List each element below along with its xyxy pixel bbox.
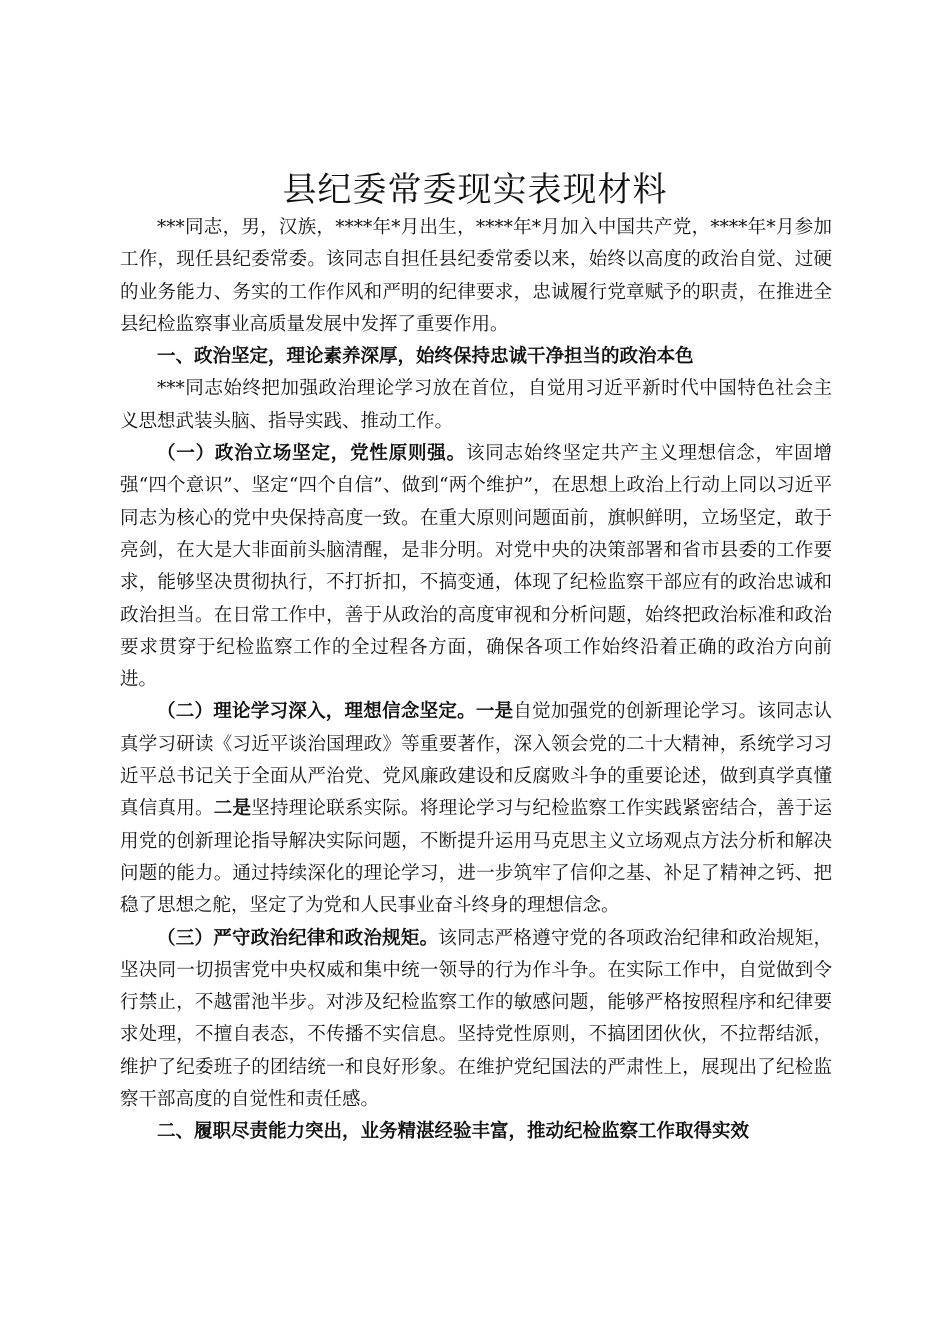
- section-2-heading: 二、履职尽责能力突出，业务精湛经验丰富，推动纪检监察工作取得实效: [157, 1121, 750, 1143]
- subsection-2-point-1-lead: 一是: [475, 701, 514, 723]
- subsection-2-point-1-text: 自觉加强党的创新理论学习。该同志认真学习研读《习近平谈治国理政》等重要著作，深入领会党的二十大精神，系统学习习近平总书记关于全面从严治党、党风廉政建设和反腐败斗争的重要论述，做到真学真懂真信真用。: [120, 701, 832, 820]
- section-1-heading: 一、政治坚定，理论素养深厚，始终保持忠诚干净担当的政治本色: [157, 346, 694, 368]
- subsection-1-lead: （一）政治立场坚定，党性原则强。: [157, 443, 466, 465]
- document-body: [120, 212, 832, 1149]
- subsection-2-point-2-lead: 二是: [213, 798, 252, 820]
- subsection-3-text: 该同志严格遵守党的各项政治纪律和政治规矩，坚决同一切损害党中央权威和集中统一领导的行为作斗争。在实际工作中，自觉做到令行禁止，不越雷池半步。对涉及纪检监察工作的敏感问题，能够严格按照程序和纪律要求处理，不擅自表态，不传播不实信息。坚持党性原则，不搞团团伙伙，不拉帮结派，维护了纪委班子的团结统一和良好形象。在维护党纪国法的严肃性上，展现出了纪检监察干部高度的自觉性和责任感。: [120, 927, 832, 1111]
- subsection-2-point-2-text: 坚持理论联系实际。将理论学习与纪检监察工作实践紧密结合，善于运用党的创新理论指导解决实际问题，不断提升运用马克思主义立场观点方法分析和解决问题的能力。通过持续深化的理论学习，进一步筑牢了信仰之基、补足了精神之钙、把稳了思想之舵，坚定了为党和人民事业奋斗终身的理想信念。: [120, 798, 832, 917]
- subsection-3-lead: （三）严守政治纪律和政治规矩。: [157, 927, 439, 949]
- subsection-3-paragraph: [120, 923, 832, 1117]
- intro-paragraph: ***同志，男，汉族，****年*月出生，****年*月加入中国共产党，****年*月参加工作，现任县纪委常委。该同志自担任县纪委常委以来，始终以高度的政治自觉、过硬的业务能力、务实的工作作风和严明的纪律要求，忠诚履行党章赋予的职责，在推进全县纪检监察事业高质量发展中发挥了重要作用。: [120, 217, 832, 335]
- document-title: 县纪委常委现实表现材料: [282, 170, 668, 210]
- subsection-1-text: 该同志始终坚定共产主义理想信念，牢固增强“四个意识”、坚定“四个自信”、做到“两个维护”，在思想上政治上行动上同以习近平同志为核心的党中央保持高度一致。在重大原则问题面前，旗帜鲜明，立场坚定，敢于亮剑，在大是大非面前头脑清醒，是非分明。对党中央的决策部署和省市县委的工作要求，能够坚决贯彻执行，不打折扣，不搞变通，体现了纪检监察干部应有的政治忠诚和政治担当。在日常工作中，善于从政治的高度审视和分析问题，始终把政治标准和政治要求贯穿于纪检监察工作的全过程各方面，确保各项工作始终沿着正确的政治方向前进。: [120, 443, 832, 691]
- subsection-1-paragraph: [120, 438, 832, 696]
- section-1-intro-paragraph: ***同志始终把加强政治理论学习放在首位，自觉用习近平新时代中国特色社会主义思想武装头脑、指导实践、推动工作。: [120, 378, 832, 432]
- subsection-2-lead: （二）理论学习深入，理想信念坚定。: [157, 701, 476, 723]
- subsection-2-paragraph: [120, 696, 832, 922]
